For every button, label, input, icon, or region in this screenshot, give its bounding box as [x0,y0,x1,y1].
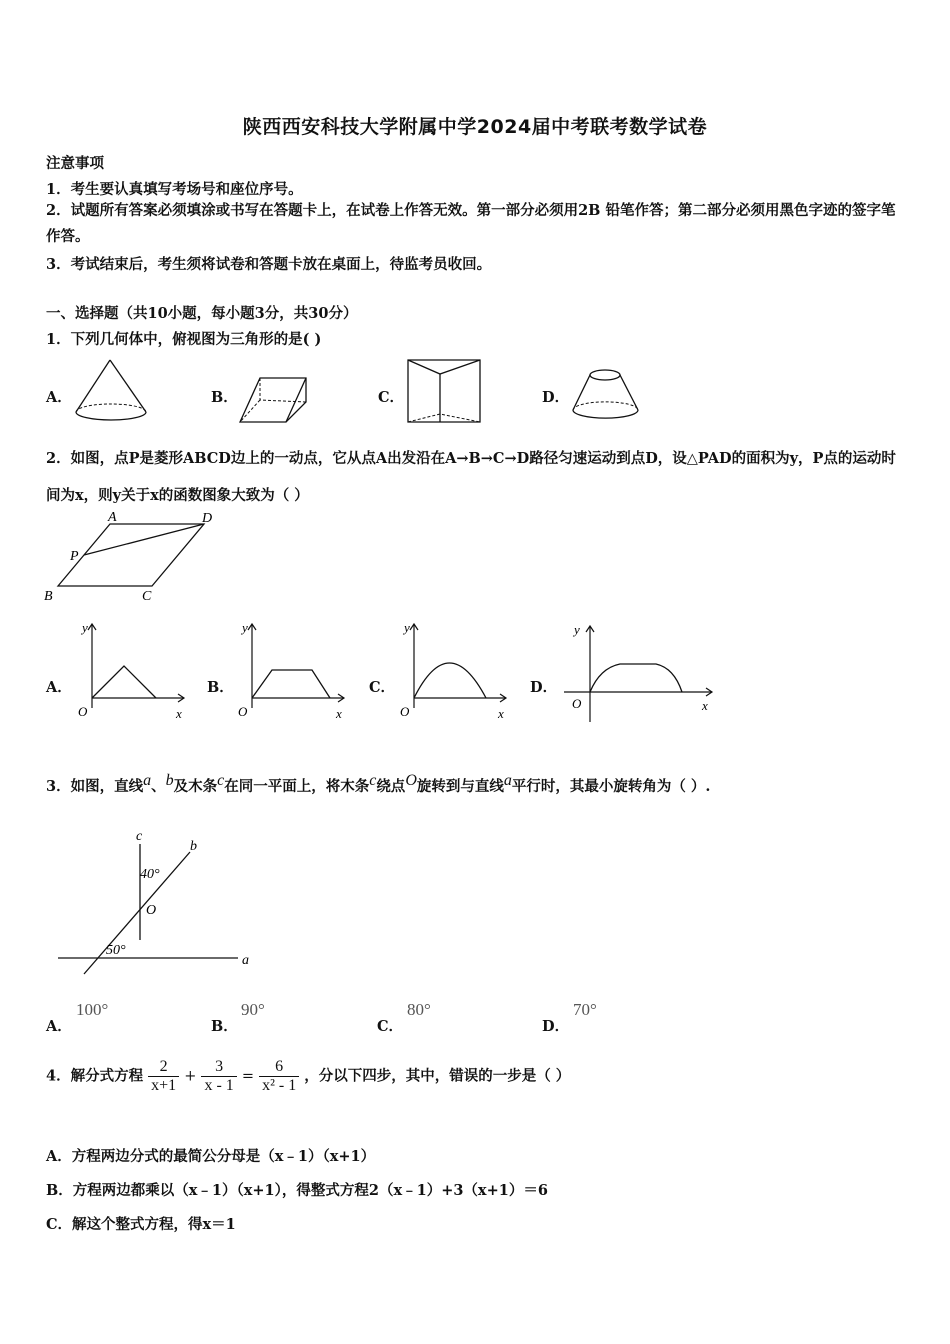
notes-heading: 注意事项 [46,155,104,172]
axis-origin-label: O [400,704,410,719]
q2-option-a-label: A． [46,679,72,696]
angle-50: 50° [106,943,126,958]
axis-y-label: y [574,622,580,637]
lines-figure [50,826,270,976]
label-c: C [142,589,152,604]
label-c: c [136,829,143,844]
question-4-text: 4．解分式方程 $\frac{2}{x+1}$ + $\frac{3}{x - 1}$ = $\frac{6}{\text{x² - 1}}$ ，分以下四步，其中，错误的一步是（ ） [46,1058,571,1094]
q3-option-d-value: 70° [573,1000,597,1019]
question-3-text: 3．如图，直线$^a$、$^b$及木条$^c$在同一平面上，将木条$^c$绕点$^O$旋转到与直线$^a$平行时，其最小旋转角为（ ）. [46,772,711,795]
q1-option-b-label: B． [211,389,238,406]
q4-option-b: B．方程两边都乘以（x﹣1）（x+1），得整式方程2（x﹣1）+3（x+1）＝6 [46,1182,548,1199]
axis-x-label: x [176,706,182,721]
cone-icon [72,356,152,426]
label-b: b [190,839,197,854]
graph-a [72,618,192,726]
q3-option-b-label: B． [211,1018,238,1035]
q4-option-c: C．解这个整式方程，得x＝1 [46,1216,236,1233]
fraction-1: $\frac{2}{x+1}$ [148,1058,179,1095]
q3-option-c-value: 80° [407,1000,431,1019]
fraction-3: $\frac{6}{\text{x² - 1}}$ [259,1058,299,1095]
triangular-prism-icon [236,368,326,428]
fraction-2: $\frac{3}{x - 1}$ [201,1058,236,1095]
axis-x-label: x [498,706,504,721]
upright-prism-icon [404,354,484,428]
q1-option-d-label: D． [542,389,570,406]
axis-x-label: x [336,706,342,721]
q2-option-c-label: C． [369,679,396,696]
q3-option-a-value: 100° [76,1000,109,1019]
q2-option-d-label: D． [530,679,558,696]
label-a: A [108,510,117,525]
axis-y-label: y [242,620,248,635]
q1-option-c-label: C． [378,389,405,406]
axis-origin-label: O [78,704,88,719]
q3-option-d-label: D． [542,1018,570,1035]
q1-option-a-label: A． [46,389,72,406]
axis-origin-label: O [238,704,248,719]
q3-option-b-value: 90° [241,1000,265,1019]
q4-option-a: A．方程两边分式的最简公分母是（x﹣1）（x+1） [46,1148,376,1165]
graph-b [232,618,352,726]
label-o: O [146,903,157,918]
frustum-icon [568,364,644,428]
label-b: B [44,589,53,604]
q2-option-b-label: B． [207,679,234,696]
question-2-text: 2．如图，点P是菱形ABCD边上的一动点，它从点A出发沿在A→B→C→D路径匀速运动到点D，设△PAD的面积为y，P点的运动时间为x，则y关于x的函数图象大致为（ ） [46,450,896,504]
axis-y-label: y [404,620,410,635]
q3-option-a-label: A． [46,1018,72,1035]
label-a: a [242,953,249,968]
rhombus-figure [40,508,230,608]
axis-origin-label: O [572,696,582,711]
axis-y-label: y [82,620,88,635]
graph-c [394,618,514,726]
angle-40: 40° [140,867,160,882]
label-p: P [70,549,79,564]
note-item-1: 1．考生要认真填写考场号和座位序号。 [46,181,303,198]
section-heading: 一、选择题（共10小题，每小题3分，共30分） [46,305,358,322]
label-d: D [202,511,213,526]
q3-option-c-label: C． [377,1018,404,1035]
question-1-text: 1．下列几何体中，俯视图为三角形的是( ) [46,331,322,348]
note-item-2: 2．试题所有答案必须填涂或书写在答题卡上，在试卷上作答无效。第一部分必须用2B 铅笔作答；第二部分必须用黑色字迹的签字笔作答。 [46,202,896,245]
note-item-3: 3．考试结束后，考生须将试卷和答题卡放在桌面上，待监考员收回。 [46,256,492,273]
axis-x-label: x [702,698,708,713]
page-title: 陕西西安科技大学附属中学2024届中考联考数学试卷 [242,116,708,138]
graph-d [560,618,720,726]
